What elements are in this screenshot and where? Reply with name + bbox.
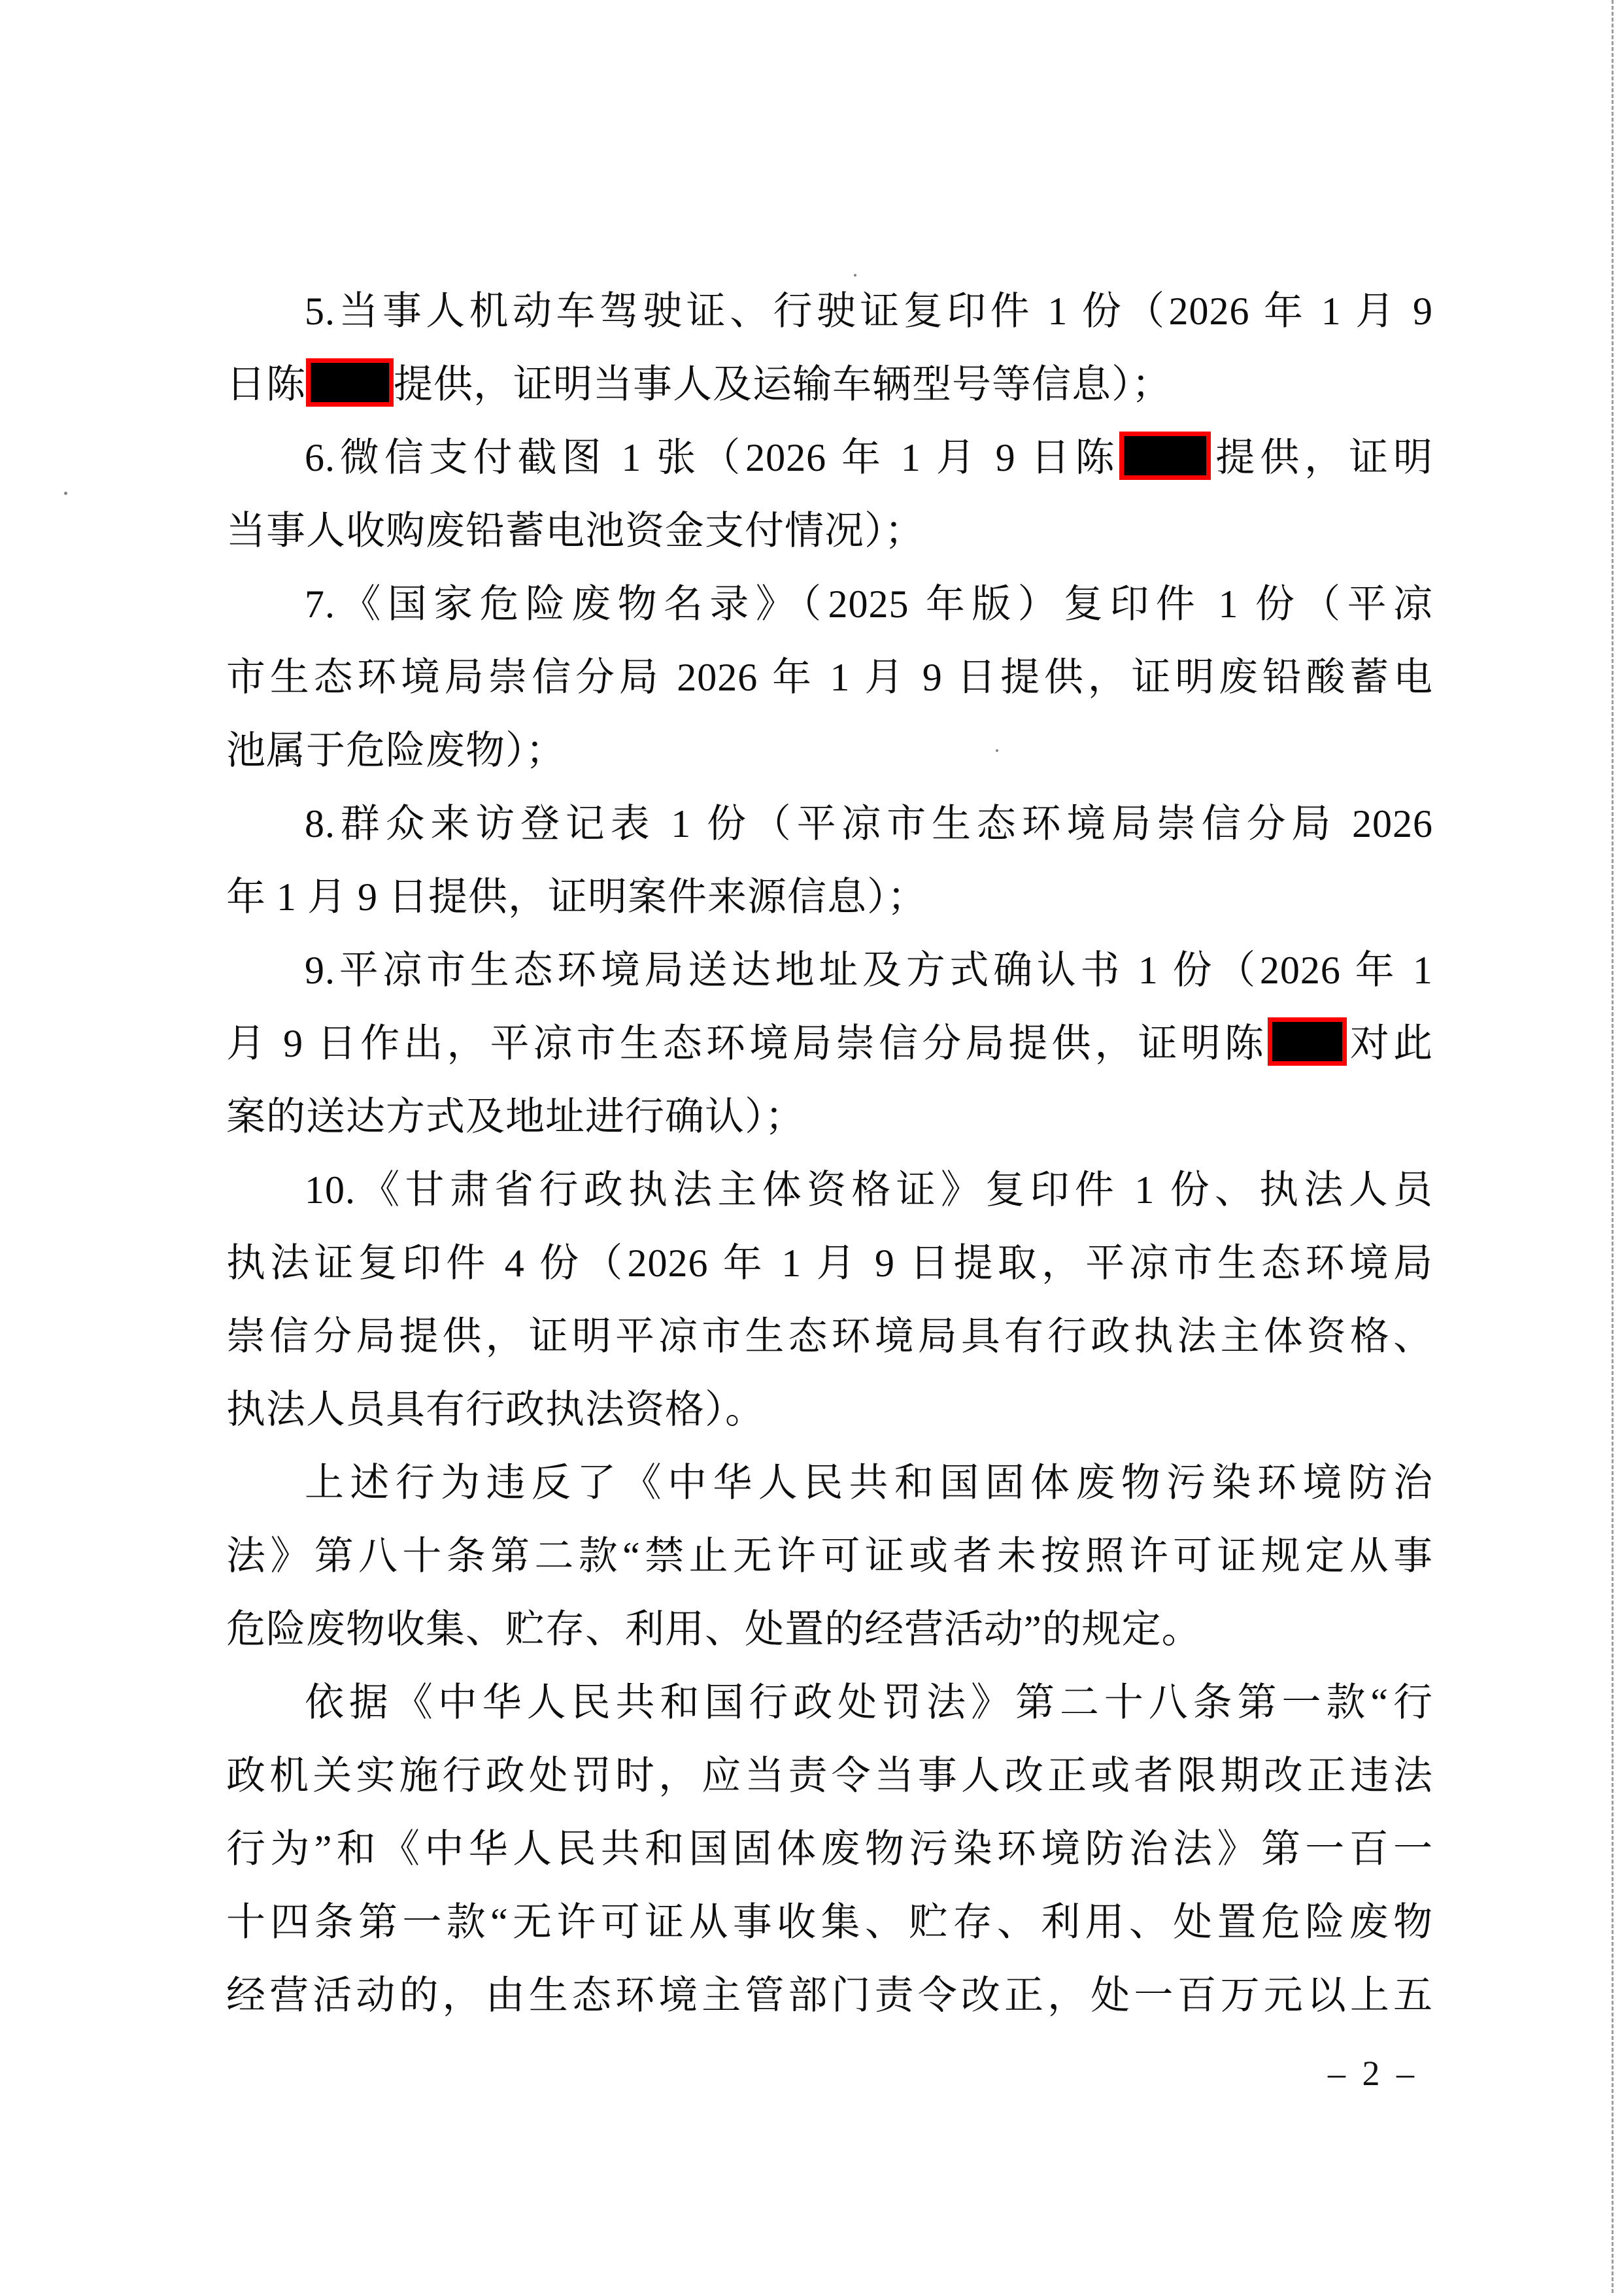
text-run: 8.群众来访登记表 1 份（平凉市生态环境局崇信分局 2026 xyxy=(305,802,1433,845)
text-run: 经营活动的，由生态环境主管部门责令改正，处一百万元以上五 xyxy=(226,1974,1433,2017)
text-line xyxy=(226,714,1433,787)
text-line xyxy=(226,1227,1433,1300)
text-run: 9.平凉市生态环境局送达地址及方式确认书 1 份（2026 年 1 xyxy=(305,949,1433,992)
text-line xyxy=(226,641,1433,714)
text-line xyxy=(226,1666,1433,1739)
text-run: 上述行为违反了《中华人民共和国固体废物污染环境防治 xyxy=(305,1461,1433,1504)
text-line xyxy=(226,787,1433,860)
text-run: 崇信分局提供，证明平凉市生态环境局具有行政执法主体资格、 xyxy=(226,1315,1433,1358)
text-line xyxy=(226,275,1433,348)
text-line xyxy=(226,1520,1433,1593)
scan-speck xyxy=(854,274,856,277)
text-run: 行为”和《中华人民共和国固体废物污染环境防治法》第一百一 xyxy=(226,1827,1433,1871)
text-run: 提供，证明 xyxy=(1211,436,1434,479)
text-run: 政机关实施行政处罚时，应当责令当事人改正或者限期改正违法 xyxy=(226,1754,1433,1797)
document-body xyxy=(226,275,1433,2032)
text-line xyxy=(226,1959,1433,2032)
text-line xyxy=(226,1446,1433,1520)
text-run: 池属于危险废物）； xyxy=(226,729,566,772)
text-run: 执法证复印件 4 份（2026 年 1 月 9 日提取，平凉市生态环境局 xyxy=(226,1242,1433,1285)
text-run: 依据《中华人民共和国行政处罚法》第二十八条第一款“行 xyxy=(305,1681,1433,1724)
scan-artifact-right-edge xyxy=(1612,0,1614,2293)
text-line xyxy=(226,1593,1433,1666)
text-run: 月 9 日作出，平凉市生态环境局崇信分局提供，证明陈 xyxy=(226,1022,1268,1065)
text-run: 法》第八十条第二款“禁止无许可证或者未按照许可证规定从事 xyxy=(226,1535,1433,1578)
text-run: 7.《国家危险废物名录》（2025 年版）复印件 1 份（平凉 xyxy=(305,583,1433,626)
text-run: 对此 xyxy=(1346,1022,1434,1065)
text-run: 年 1 月 9 日提供，证明案件来源信息）； xyxy=(226,875,927,919)
text-line xyxy=(226,934,1433,1007)
text-run: 5.当事人机动车驾驶证、行驶证复印件 1 份（2026 年 1 月 9 xyxy=(305,290,1433,333)
text-line xyxy=(226,1153,1433,1227)
text-run: 日陈 xyxy=(226,363,306,406)
text-line xyxy=(226,1007,1433,1080)
text-line xyxy=(226,348,1433,421)
text-run: 十四条第一款“无许可证从事收集、贮存、利用、处置危险废物 xyxy=(226,1901,1433,1944)
text-line xyxy=(226,1080,1433,1153)
redaction-box xyxy=(1119,432,1211,480)
redaction-box xyxy=(306,358,394,407)
scan-speck xyxy=(996,749,998,752)
page-number: – 2 – xyxy=(1328,2054,1418,2093)
text-run: 当事人收购废铅蓄电池资金支付情况）； xyxy=(226,509,924,552)
text-run: 执法人员具有行政执法资格）。 xyxy=(226,1388,765,1431)
redaction-box xyxy=(1268,1017,1347,1066)
text-line xyxy=(226,1739,1433,1812)
text-run: 危险废物收集、贮存、利用、处置的经营活动”的规定。 xyxy=(226,1608,1202,1651)
text-run: 10.《甘肃省行政执法主体资格证》复印件 1 份、执法人员 xyxy=(305,1168,1433,1212)
text-line xyxy=(226,860,1433,934)
text-run: 提供，证明当事人及运输车辆型号等信息）； xyxy=(394,363,1172,406)
text-line xyxy=(226,1300,1433,1373)
text-run: 市生态环境局崇信分局 2026 年 1 月 9 日提供，证明废铅酸蓄电 xyxy=(226,656,1433,699)
text-line xyxy=(226,1373,1433,1446)
text-run: 案的送达方式及地址进行确认）； xyxy=(226,1095,805,1138)
text-run: 6.微信支付截图 1 张（2026 年 1 月 9 日陈 xyxy=(305,436,1120,479)
text-line xyxy=(226,421,1433,494)
text-line xyxy=(226,494,1433,568)
text-line xyxy=(226,1812,1433,1886)
text-line xyxy=(226,1886,1433,1959)
text-line xyxy=(226,568,1433,641)
scan-speck xyxy=(64,492,67,495)
